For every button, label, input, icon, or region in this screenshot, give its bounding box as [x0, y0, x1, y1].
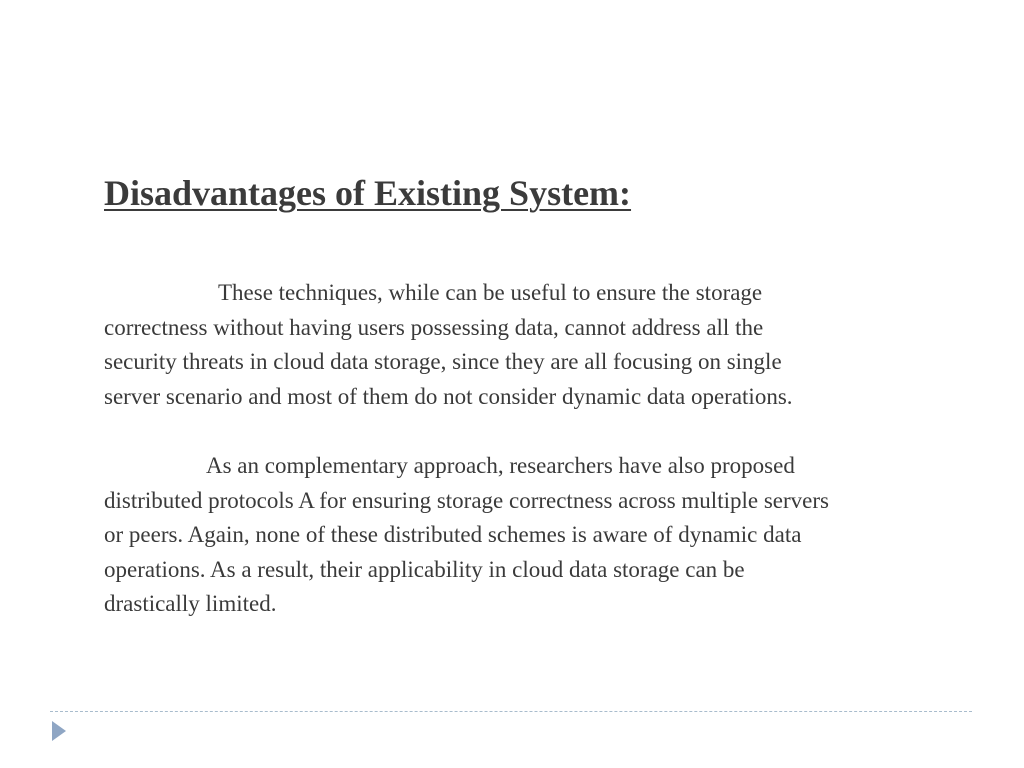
paragraph-line: or peers. Again, none of these distributed schemes is aware of dynamic data	[104, 522, 802, 547]
paragraph-line: correctness without having users possessing data, cannot address all the	[104, 314, 764, 340]
paragraph-line: These techniques, while can be useful to ensure the storage	[218, 280, 763, 305]
slide-title: Disadvantages of Existing System:	[104, 173, 632, 213]
triangle-bullet-icon	[52, 721, 66, 741]
paragraph-line: As an complementary approach, researchers have also proposed	[206, 453, 795, 478]
footer-divider	[50, 711, 972, 712]
paragraph-existing-techniques	[104, 276, 793, 414]
paragraph-line: drastically limited.	[104, 591, 277, 616]
paragraph-distributed-protocols	[104, 449, 829, 622]
paragraph-line: operations. As a result, their applicability in cloud data storage can be	[104, 556, 745, 582]
paragraph-line: security threats in cloud data storage, since they are all focusing on single	[104, 349, 782, 374]
paragraph-line: distributed protocols A for ensuring storage correctness across multiple servers	[104, 487, 829, 513]
paragraph-line: server scenario and most of them do not consider dynamic data operations.	[104, 383, 793, 409]
